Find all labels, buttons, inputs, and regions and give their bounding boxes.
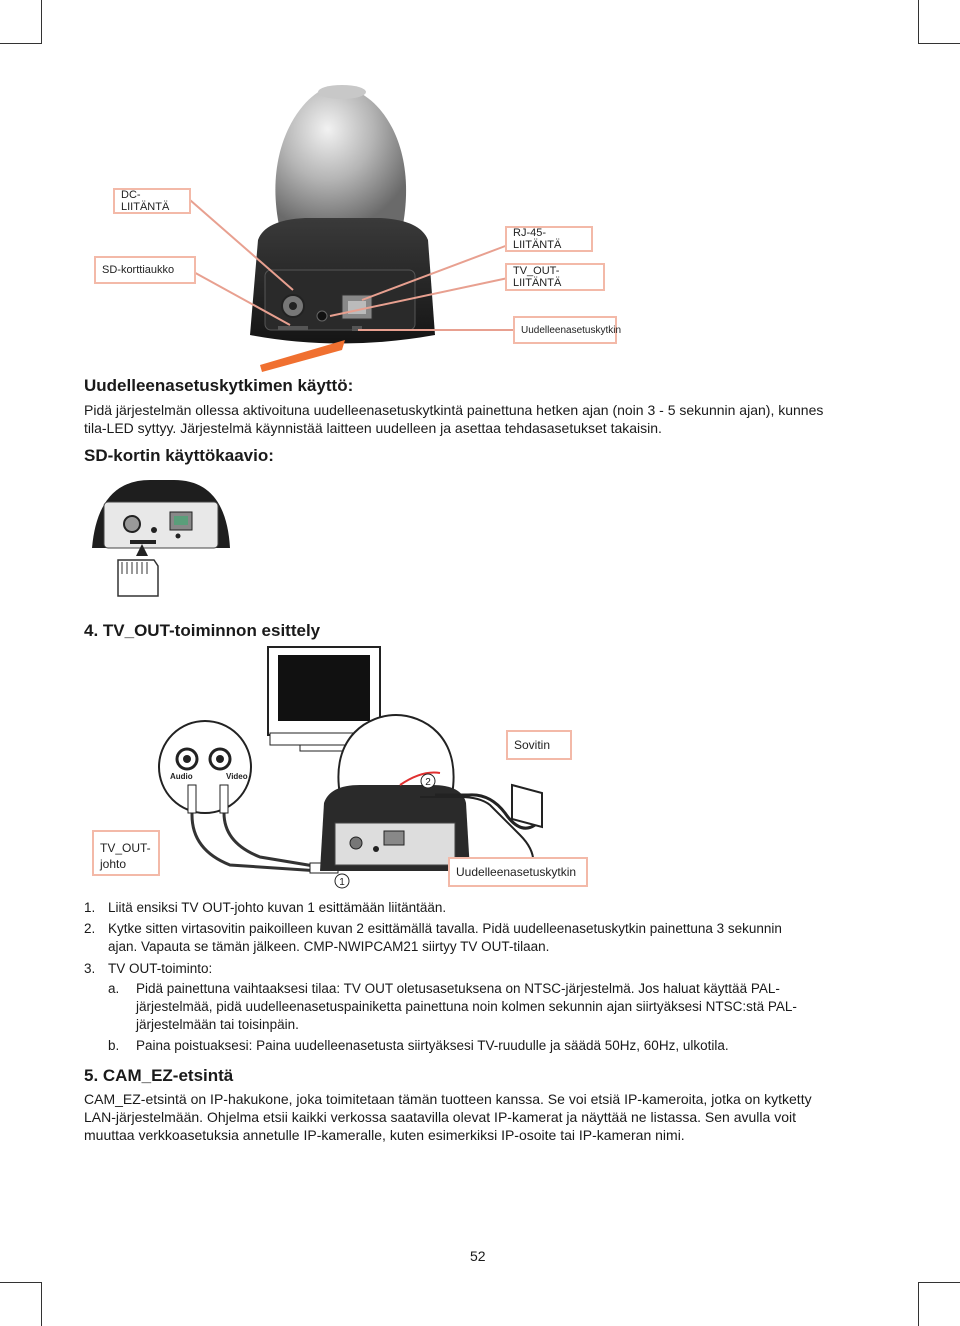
sd-section-title: SD-kortin käyttökaavio: [84,446,274,465]
reset-switch-callout: Uudelleenasetuskytkin [513,316,617,344]
page-number: 52 [470,1248,486,1264]
step-marker-2: 2 [425,777,431,788]
camez-section-title: 5. CAM_EZ-etsintä [84,1066,234,1085]
sub-step-text: järjestelmää, pidä uudelleenasetuspainiketta painettuna noin kolmen sekunnin ajan siirtyäksesi NTSC:stä PAL- [136,999,797,1014]
step-text: Liitä ensiksi TV OUT-johto kuvan 1 esittämään liitäntään. [108,900,447,915]
camez-body-line: muuttaa verkkoasetuksia annetulle IP-kameralle, kuten esimerkiksi IP-osoite tai IP-kameran nimi. [84,1127,685,1143]
crop-mark [918,43,960,44]
step-number: 1. [84,900,96,915]
sub-step-text: Pidä painettuna vaihtaaksesi tilaa: TV OUT oletusasetuksena on NTSC-järjestelmä. Jos haluat käyttää PAL- [136,981,780,996]
crop-mark [41,1282,42,1326]
reset-switch-callout-2: Uudelleenasetuskytkin [448,857,588,887]
step-text: Kytke sitten virtasovitin paikoilleen kuvan 2 esittämällä tavalla. Pidä uudelleenasetuskytkin painettuna 3 sekunnin [108,921,782,936]
tv-out-cable-label-2: johto [100,857,127,871]
sd-slot-callout: SD-korttiaukko [94,256,196,284]
step-text: TV OUT-toiminto: [108,961,213,976]
camez-body-line: LAN-järjestelmään. Ohjelma etsii kaikki verkossa saatavilla olevat IP-kamerat ja näyttää ne listassa. Sen avulla voit [84,1109,796,1125]
crop-mark [918,0,919,44]
step-number: 2. [84,921,96,936]
crop-mark [918,1282,960,1283]
sub-step-letter: a. [108,981,120,996]
sub-step-text: järjestelmään tai toisinpäin. [136,1017,299,1032]
reset-section-title: Uudelleenasetuskytkimen käyttö: [84,376,354,395]
tvout-section-title: 4. TV_OUT-toiminnon esittely [84,621,321,640]
sub-step-text: Paina poistuaksesi: Paina uudelleenasetusta siirtyäksesi TV-ruudulle ja säädä 50Hz, 60Hz, ulkotila. [136,1038,729,1053]
reset-body-line: Pidä järjestelmän ollessa aktivoituna uudelleenasetuskytkintä painettuna hetken ajan (noin 3 - 5 sekunnin ajan), kunnes [84,402,824,418]
crop-mark [918,1282,919,1326]
step-number: 3. [84,961,96,976]
rj45-port-callout: RJ-45-LIITÄNTÄ [505,226,593,252]
reset-body-line: tila-LED syttyy. Järjestelmä käynnistää laitteen uudelleen ja asettaa tehdasasetukset takaisin. [84,420,662,436]
step-marker-1: 1 [339,877,345,888]
audio-jack-label: Audio [170,772,193,781]
video-jack-label: Video [226,772,248,781]
crop-mark [0,43,42,44]
sub-step-letter: b. [108,1038,120,1053]
crop-mark [0,1282,42,1283]
camez-body-line: CAM_EZ-etsintä on IP-hakukone, joka toimitetaan tämän tuotteen kanssa. Se voi etsiä IP-kameroita, jotka on kytketty [84,1091,812,1107]
dc-port-callout: DC-LIITÄNTÄ [113,188,191,214]
tv-out-cable-label-1: TV_OUT- [100,841,151,855]
tv-out-port-callout: TV_OUT-LIITÄNTÄ [505,263,605,291]
crop-mark [41,0,42,44]
sd-card-diagram [92,478,232,602]
step-text: ajan. Vapauta se tämän jälkeen. CMP-NWIPCAM21 siirtyy TV OUT-tilaan. [108,939,550,954]
tv-out-cable-callout [92,830,160,876]
adapter-callout: Sovitin [506,730,572,760]
